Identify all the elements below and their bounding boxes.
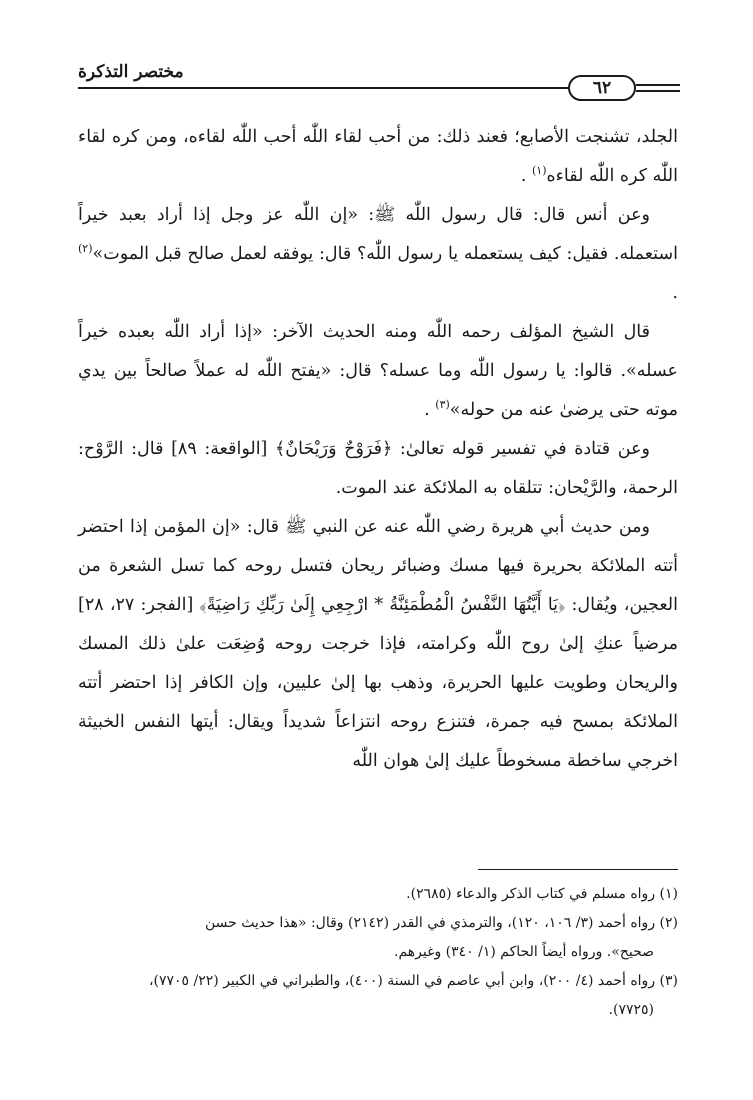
footnote-ref[interactable]: (٣) bbox=[435, 398, 450, 412]
footnotes bbox=[78, 880, 678, 1025]
page-number-badge: ٦٢ bbox=[568, 75, 636, 101]
paragraph: وعن أنس قال: قال رسول اللّٰه ﷺ: «إن اللّٰه عز وجل إذا أراد بعبد خيراً استعمله. فقيل: كيف يستعمله يا رسول اللّٰه؟ قال: يوفقه لعمل صالح قبل الموت»$^{(٢)}$ . bbox=[78, 205, 678, 303]
footnote-ref[interactable]: (٢) bbox=[78, 242, 93, 256]
paragraph: قال الشيخ المؤلف رحمه اللّٰه ومنه الحديث الآخر: «إذا أراد اللّٰه بعبده خيراً عسله». قالوا: يا رسول اللّٰه وما عسله؟ قال: «يفتح اللّٰه له عملاً صالحاً بين يدي موته حتى يرضىٰ عنه من حوله»$^{(٣)}$ . bbox=[78, 322, 678, 420]
header-double-rule-bottom bbox=[636, 90, 680, 92]
header-double-rule-top bbox=[636, 84, 680, 86]
paragraph: وعن قتادة في تفسير قوله تعالىٰ: ﴿فَرَوْحٌ وَرَيْحَانٌ﴾ [الواقعة: ٨٩] قال: الرَّوْح: الرحمة، والرَّيْحان: تتلقاه به الملائكة عند الموت. bbox=[78, 439, 678, 498]
footnote-2: (٢) رواه أحمد (٣/ ١٠٦، ١٢٠)، والترمذي في القدر (٢١٤٢) وقال: «هذا حديث حسن bbox=[204, 915, 678, 931]
footnote-3: (٣) رواه أحمد (٤/ ٢٠٠)، وابن أبي عاصم في السنة (٤٠٠)، والطبراني في الكبير (٢٢/ ٧٧٠٥)، bbox=[149, 973, 678, 989]
footnote-3-continuation: (٧٧٢٥). bbox=[608, 1002, 654, 1018]
footnote-separator bbox=[478, 869, 678, 870]
footnote-2-continuation: صحيح». ورواه أيضاً الحاكم (١/ ٣٤٠) وغيرهم. bbox=[394, 944, 654, 960]
main-text bbox=[78, 118, 678, 781]
footnote-1: (١) رواه مسلم في كتاب الذكر والدعاء (٢٦٨٥). bbox=[406, 886, 678, 902]
running-title: مختصر التذكرة bbox=[78, 62, 184, 82]
footnote-ref[interactable]: (١) bbox=[531, 164, 547, 178]
paragraph: الجلد، تشنجت الأصابع؛ فعند ذلك: من أحب لقاء اللّٰه أحب اللّٰه لقاءه، ومن كره لقاء اللّٰه كره اللّٰه لقاءه$^{(١)}$ . bbox=[78, 127, 678, 186]
paragraph: ومن حديث أبي هريرة رضي اللّٰه عنه عن النبي ﷺ قال: «إن المؤمن إذا احتضر أتته الملائكة بحريرة فيها مسك وضبائر ريحان فتسل روحه كما تسل الشعرة من العجين، ويُقال: ﴿يَا أَيَّتُهَا النَّفْسُ الْمُطْمَئِنَّةُ * ارْجِعِي إِلَىٰ رَبِّكِ رَاضِيَةً﴾ [الفجر: ٢٧، ٢٨] مرضياً عنكِ إلىٰ روح اللّٰه وكرامته، فإذا خرجت روحه وُضِعَت علىٰ ذلك المسك والريحان وطويت عليها الحريرة، وذهب بها إلىٰ عليين، وإن الكافر إذا احتضر أتته الملائكة بمسح فيه جمرة، فتنزع روحه انتزاعاً شديداً ويقال: أيتها النفس الخبيثة اخرجي ساخطة مسخوطاً عليك إلىٰ هوان اللّٰه bbox=[78, 517, 678, 771]
header-rule bbox=[78, 87, 568, 89]
